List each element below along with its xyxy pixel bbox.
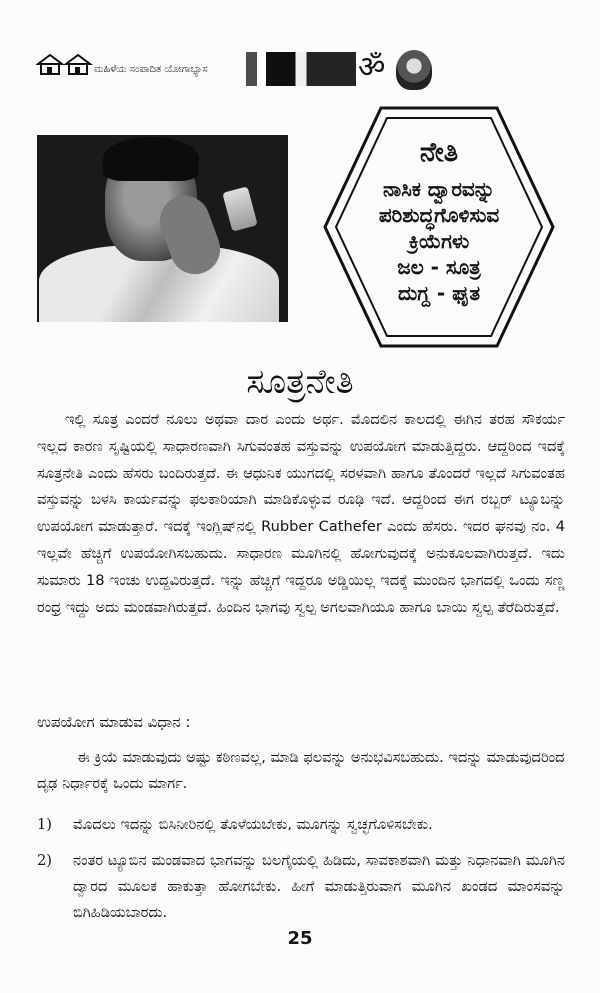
hexagon-line: ಜಲ - ಸೂತ್ರ xyxy=(397,255,481,279)
body-paragraph xyxy=(37,407,565,621)
portrait-image xyxy=(396,50,432,90)
om-symbol: ॐ xyxy=(358,50,386,85)
step-number: 2) xyxy=(37,852,52,869)
page-number: 25 xyxy=(287,928,313,949)
hexagon-line: ದುಗ್ದ - ಘೃತ xyxy=(397,281,481,305)
step-text: ಮೊದಲು ಇದನ್ನು ಬಿಸಿನೀರಿನಲ್ಲಿ ತೊಳೆಯಬೇಕು, ಮೂಗನ್ನು ಸ್ವಚ್ಛಗೊಳಿಸಬೇಕು. xyxy=(73,816,433,833)
step-number: 1) xyxy=(37,816,52,833)
header-photo-strip xyxy=(246,52,356,86)
body-paragraph-text: ಇಲ್ಲಿ ಸೂತ್ರ ಎಂದರೆ ನೂಲು ಅಥವಾ ದಾರ ಎಂದು ಅರ್ಥ. ಮೊದಲಿನ ಕಾಲದಲ್ಲಿ ಈಗಿನ ತರಹ ಸೌಕರ್ಯ ಇಲ್ಲದ ಕಾರಣ ಸೃಷ್ಟಿಯಲ್ಲಿ ಸಾಧಾರಣವಾಗಿ ಸಿಗುವಂತಹ ವಸ್ತುವನ್ನು ಉಪಯೋಗ ಮಾಡುತ್ತಿದ್ದರು. ಆದ್ದರಿಂದ ಇದಕ್ಕೆ ಸೂತ್ರನೇತಿ ಎಂದು ಹೆಸರು ಬಂದಿರುತ್ತದೆ. ಈ ಆಧುನಿಕ ಯುಗದಲ್ಲಿ ಸರಳವಾಗಿ ಹಾಗೂ ತೊಂದರೆ ಇಲ್ಲದೆ ಸಿಗುವಂತಹ ವಸ್ತುವನ್ನು ಬಳಸಿ ಕಾರ್ಯವನ್ನು ಫಲಕಾರಿಯಾಗಿ ಮಾಡಿಕೊಳ್ಳುವ ರೂಢಿ ಇದೆ. ಆದ್ದರಿಂದ ಈಗ ರಬ್ಬರ್ ಟ್ಯೂಬನ್ನು ಉಪಯೋಗ ಮಾಡುತ್ತಾರೆ. ಇದಕ್ಕೆ ಇಂಗ್ಲಿಷ್‌ನಲ್ಲಿ Rubber Cathefer ಎಂದು ಹೆಸರು. ಇದರ ಘನವು ನಂ. 4 ಇಲ್ಲವೇ ಹೆಚ್ಚಿಗೆ ಉಪಯೋಗಿಸಬಹುದು. ಸಾಧಾರಣ ಮೂಗಿನಲ್ಲಿ ಹೋಗುವುದಕ್ಕೆ ಅನುಕೂಲವಾಗಿರುತ್ತದೆ. ಇದು ಸುಮಾರು 18 ಇಂಚು ಉದ್ದವಿರುತ್ತದೆ. ಇನ್ನು ಹೆಚ್ಚಿಗೆ ಇದ್ದರೂ ಅಡ್ಡಿಯಿಲ್ಲ ಇದಕ್ಕೆ ಮುಂದಿನ ಭಾಗದಲ್ಲಿ ಒಂದು ಸಣ್ಣ ರಂಧ್ರ ಇದ್ದು ಅದು ಮಂಡವಾಗಿರುತ್ತದೆ. ಹಿಂದಿನ ಭಾಗವು ಸ್ವಲ್ಪ ಅಗಲವಾಗಿಯೂ ಹಾಗೂ ಬಾಯಿ ಸ್ವಲ್ಪ ತೆರೆದಿರುತ್ತದೆ. xyxy=(37,411,565,616)
section-title: ಸೂತ್ರನೇತಿ xyxy=(246,362,354,402)
method-subheading: ಉಪಯೋಗ ಮಾಡುವ ವಿಧಾನ : xyxy=(37,713,191,731)
sutra-neti-photo xyxy=(37,135,288,322)
temple-icon xyxy=(36,52,94,76)
hexagon-line: ಕ್ರಿಯೆಗಳು xyxy=(408,229,470,253)
hexagon-line: ಪರಿಶುದ್ಧಗೊಳಿಸುವ xyxy=(378,203,500,227)
neti-hexagon-box xyxy=(323,106,555,348)
method-intro-text: ಈ ಕ್ರಿಯೆ ಮಾಡುವುದು ಅಷ್ಟು ಕಠಿಣವಲ್ಲ, ಮಾಡಿ ಫಲವನ್ನು ಅನುಭವಿಸಬಹುದು. ಇದನ್ನು ಮಾಡುವುದರಿಂದ ದೃಢ ನಿರ್ಧಾರಕ್ಕೆ ಒಂದು ಮಾರ್ಗ. xyxy=(37,749,565,792)
step-text: ನಂತರ ಟ್ಯೂಬಿನ ಮಂಡವಾದ ಭಾಗವನ್ನು ಬಲಗೈಯಲ್ಲಿ ಹಿಡಿದು, ಸಾವಕಾಶವಾಗಿ ಮತ್ತು ನಿಧಾನವಾಗಿ ಮೂಗಿನ ದ್ವಾರದ ಮೂಲಕ ಹಾಕುತ್ತಾ ಹೋಗಬೇಕು. ಹೀಗೆ ಮಾಡುತ್ತಿರುವಾಗ ಮೂಗಿನ ಖಂಡದ ಮಾಂಸವನ್ನು ಬಿಗಿಹಿಡಿಯಬಾರದು. xyxy=(73,852,565,921)
method-intro xyxy=(37,745,565,796)
hexagon-title: ನೇತಿ xyxy=(419,137,459,168)
page-header xyxy=(36,50,431,94)
hexagon-line: ನಾಸಿಕ ದ್ವಾರವನ್ನು xyxy=(383,177,495,201)
header-text: ಮಹಿಳೆಯ ಸಂಪಾದಿತ ಯೋಗಾಭ್ಯಾಸ xyxy=(94,64,208,75)
